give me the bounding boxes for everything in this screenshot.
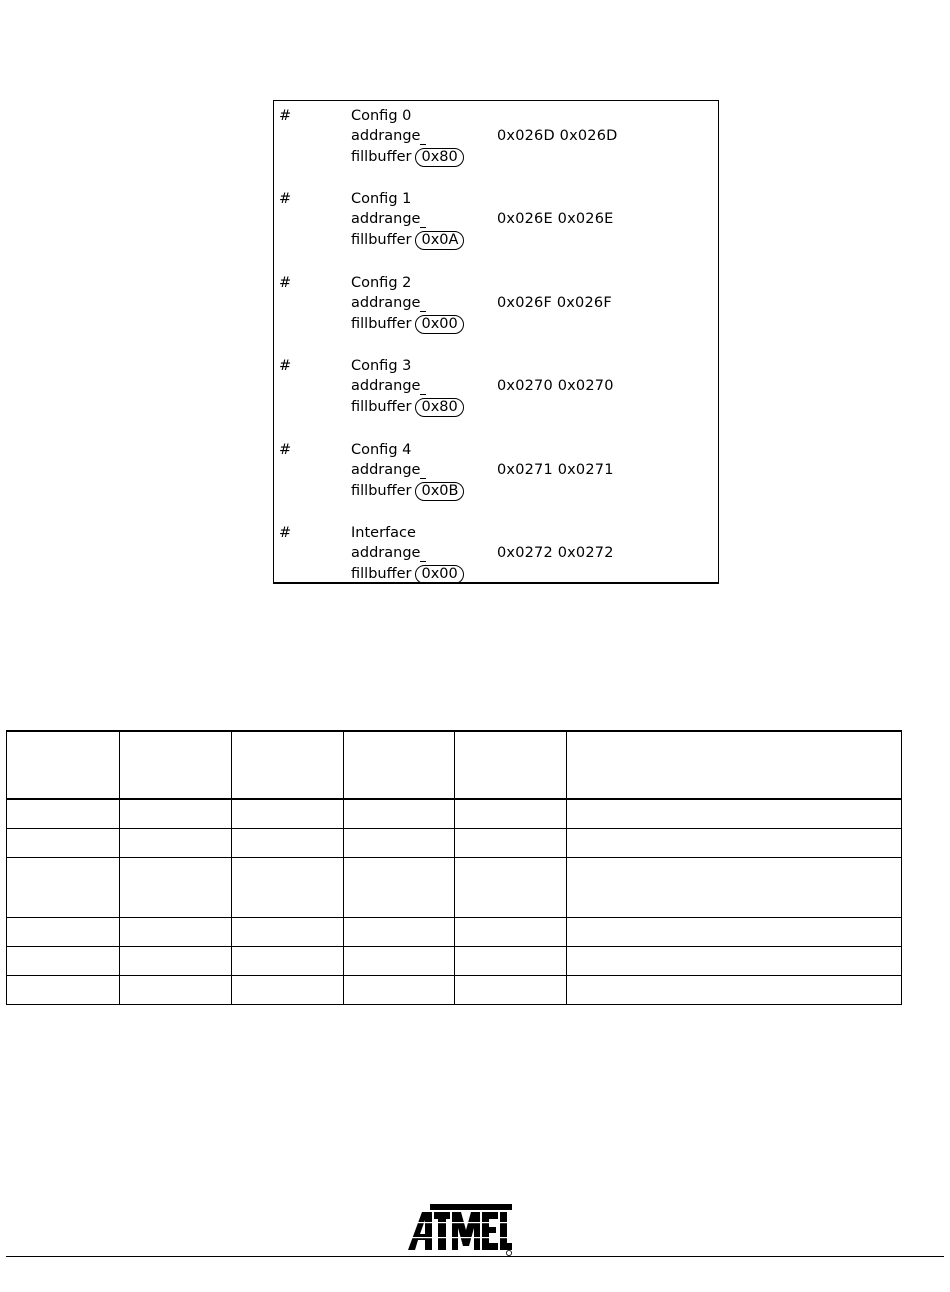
fillbuffer-line: fillbuffer 0x80 [351, 398, 464, 417]
fillbuffer-line: fillbuffer 0x0A [351, 231, 464, 250]
table-header-row [7, 731, 902, 799]
table-cell [7, 975, 120, 1004]
table-cell [455, 731, 567, 799]
address-values: 0x026D 0x026D [497, 128, 618, 144]
footer-rule [6, 1256, 944, 1257]
comment-hash: # [279, 442, 292, 458]
atmel-logo-mark [404, 1202, 516, 1256]
table-cell [231, 731, 343, 799]
table-cell [567, 731, 902, 799]
fillbuffer-line: fillbuffer 0x00 [351, 315, 464, 334]
table-cell [119, 828, 231, 857]
table-cell [119, 946, 231, 975]
address-values: 0x0270 0x0270 [497, 378, 614, 394]
config-name: Interface [351, 525, 416, 541]
address-values: 0x0271 0x0271 [497, 462, 614, 478]
config-listing-box [273, 100, 719, 584]
addrange-keyword: addrange [351, 377, 426, 395]
table-cell [455, 857, 567, 917]
table-cell [7, 917, 120, 946]
comment-hash: # [279, 275, 292, 291]
table-cell [567, 799, 902, 828]
fillbuffer-line: fillbuffer 0x00 [351, 565, 464, 584]
table-cell [119, 975, 231, 1004]
addrange-keyword: addrange [351, 544, 426, 562]
table-row [7, 917, 902, 946]
table-cell [7, 946, 120, 975]
table-cell [567, 946, 902, 975]
addrange-keyword: addrange [351, 210, 426, 228]
table-cell [343, 917, 455, 946]
comment-hash: # [279, 108, 292, 124]
table-cell [7, 731, 120, 799]
table-row [7, 828, 902, 857]
table-row [7, 857, 902, 917]
table-cell [567, 857, 902, 917]
table-cell [567, 917, 902, 946]
fill-value-badge: 0x0A [415, 231, 464, 250]
config-name: Config 1 [351, 191, 412, 207]
config-name: Config 3 [351, 358, 412, 374]
table-cell [231, 828, 343, 857]
table-cell [567, 975, 902, 1004]
table-row [7, 946, 902, 975]
table-cell [7, 799, 120, 828]
fill-value-badge: 0x0B [415, 482, 464, 501]
table-cell [7, 857, 120, 917]
address-values: 0x026F 0x026F [497, 295, 612, 311]
comment-hash: # [279, 358, 292, 374]
fill-value-badge: 0x80 [415, 398, 463, 417]
table-cell [455, 799, 567, 828]
config-name: Config 2 [351, 275, 412, 291]
table-cell [455, 917, 567, 946]
fill-value-badge: 0x80 [415, 148, 463, 167]
table-cell [119, 799, 231, 828]
addrange-keyword: addrange [351, 461, 426, 479]
table-row [7, 799, 902, 828]
fill-value-badge: 0x00 [415, 315, 463, 334]
addrange-keyword: addrange [351, 127, 426, 145]
table-cell [7, 828, 120, 857]
fillbuffer-line: fillbuffer 0x0B [351, 482, 464, 501]
table-cell [455, 975, 567, 1004]
table-cell [343, 946, 455, 975]
config-name: Config 4 [351, 442, 412, 458]
table-cell [343, 857, 455, 917]
table-cell [231, 946, 343, 975]
table-cell [119, 731, 231, 799]
fill-value-badge: 0x00 [415, 565, 463, 584]
table-cell [231, 857, 343, 917]
address-values: 0x0272 0x0272 [497, 545, 614, 561]
table-cell [119, 857, 231, 917]
table-cell [119, 917, 231, 946]
table-cell [343, 975, 455, 1004]
table-cell [455, 828, 567, 857]
addrange-keyword: addrange [351, 294, 426, 312]
atmel-logo [404, 1202, 516, 1260]
table-cell [455, 946, 567, 975]
table-cell [343, 731, 455, 799]
fillbuffer-line: fillbuffer 0x80 [351, 148, 464, 167]
table-cell [343, 828, 455, 857]
config-name: Config 0 [351, 108, 412, 124]
empty-data-table [6, 730, 902, 1005]
comment-hash: # [279, 525, 292, 541]
table-cell [343, 799, 455, 828]
table-cell [231, 975, 343, 1004]
table-row [7, 975, 902, 1004]
table-cell [231, 799, 343, 828]
table-cell [231, 917, 343, 946]
comment-hash: # [279, 191, 292, 207]
table-cell [567, 828, 902, 857]
address-values: 0x026E 0x026E [497, 211, 614, 227]
